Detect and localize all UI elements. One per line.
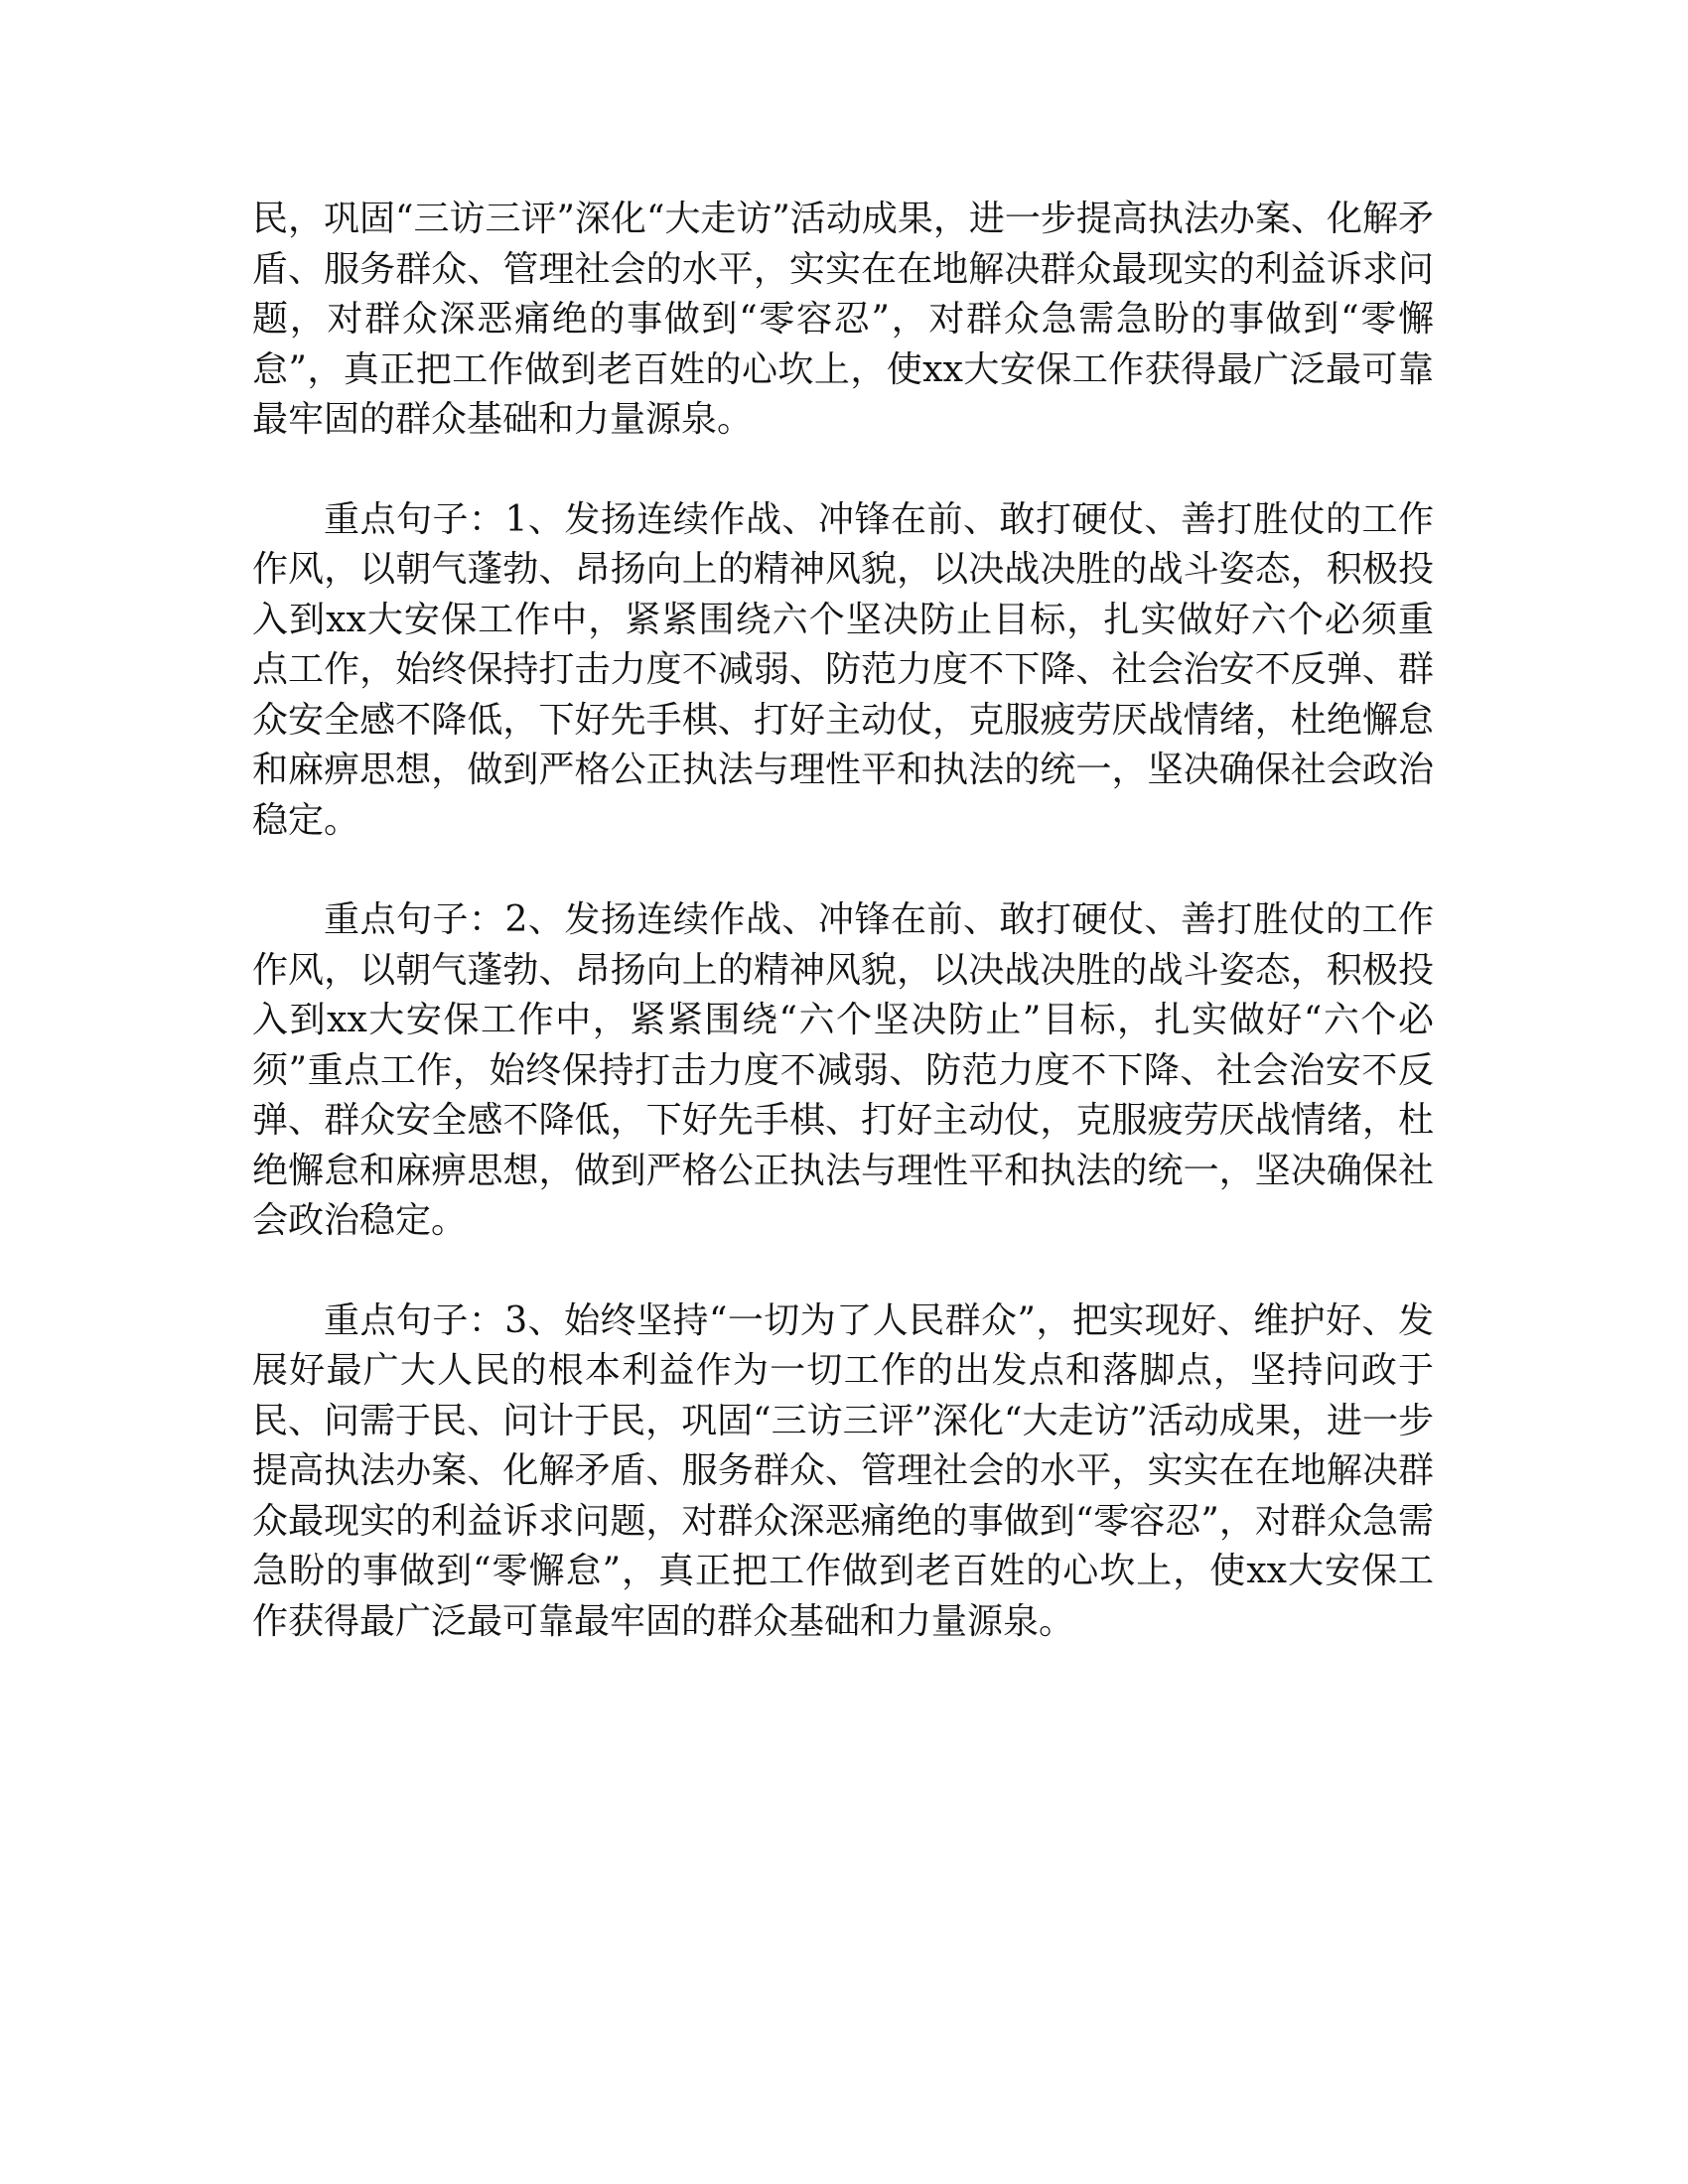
paragraph-key-sentence-1: 重点句子：1、发扬连续作战、冲锋在前、敢打硬仗、善打胜仗的工作作风，以朝气蓬勃、昂扬向上的精神风貌，以决战决胜的战斗姿态，积极投入到xx大安保工作中，紧紧围绕六个坚决防止目标，扎实做好六个必须重点工作，始终保持打击力度不减弱、防范力度不下降、社会治安不反弹、群众安全感不降低，下好先手棋、打好主动仗，克服疲劳厌战情绪，杜绝懈怠和麻痹思想，做到严格公正执法与理性平和执法的统一，坚决确保社会政治稳定。 [252, 498, 1434, 841]
document-body [252, 195, 1434, 1697]
paragraph-key-sentence-3: 重点句子：3、始终坚持“一切为了人民群众”，把实现好、维护好、发展好最广大人民的根本利益作为一切工作的出发点和落脚点，坚持问政于民、问需于民、问计于民，巩固“三访三评”深化“大走访”活动成果，进一步提高执法办案、化解矛盾、服务群众、管理社会的水平，实实在在地解决群众最现实的利益诉求问题，对群众深恶痛绝的事做到“零容忍”，对群众急需急盼的事做到“零懈怠”，真正把工作做到老百姓的心坎上，使xx大安保工作获得最广泛最可靠最牢固的群众基础和力量源泉。 [252, 1299, 1434, 1642]
paragraph-continuation: 民，巩固“三访三评”深化“大走访”活动成果，进一步提高执法办案、化解矛盾、服务群众、管理社会的水平，实实在在地解决群众最现实的利益诉求问题，对群众深恶痛绝的事做到“零容忍”，对群众急需急盼的事做到“零懈怠”，真正把工作做到老百姓的心坎上，使xx大安保工作获得最广泛最可靠最牢固的群众基础和力量源泉。 [252, 199, 1434, 440]
paragraph-key-sentence-2: 重点句子：2、发扬连续作战、冲锋在前、敢打硬仗、善打胜仗的工作作风，以朝气蓬勃、昂扬向上的精神风貌，以决战决胜的战斗姿态，积极投入到xx大安保工作中，紧紧围绕“六个坚决防止”目标，扎实做好“六个必须”重点工作，始终保持打击力度不减弱、防范力度不下降、社会治安不反弹、群众安全感不降低，下好先手棋、打好主动仗，克服疲劳厌战情绪，杜绝懈怠和麻痹思想，做到严格公正执法与理性平和执法的统一，坚决确保社会政治稳定。 [252, 899, 1434, 1241]
